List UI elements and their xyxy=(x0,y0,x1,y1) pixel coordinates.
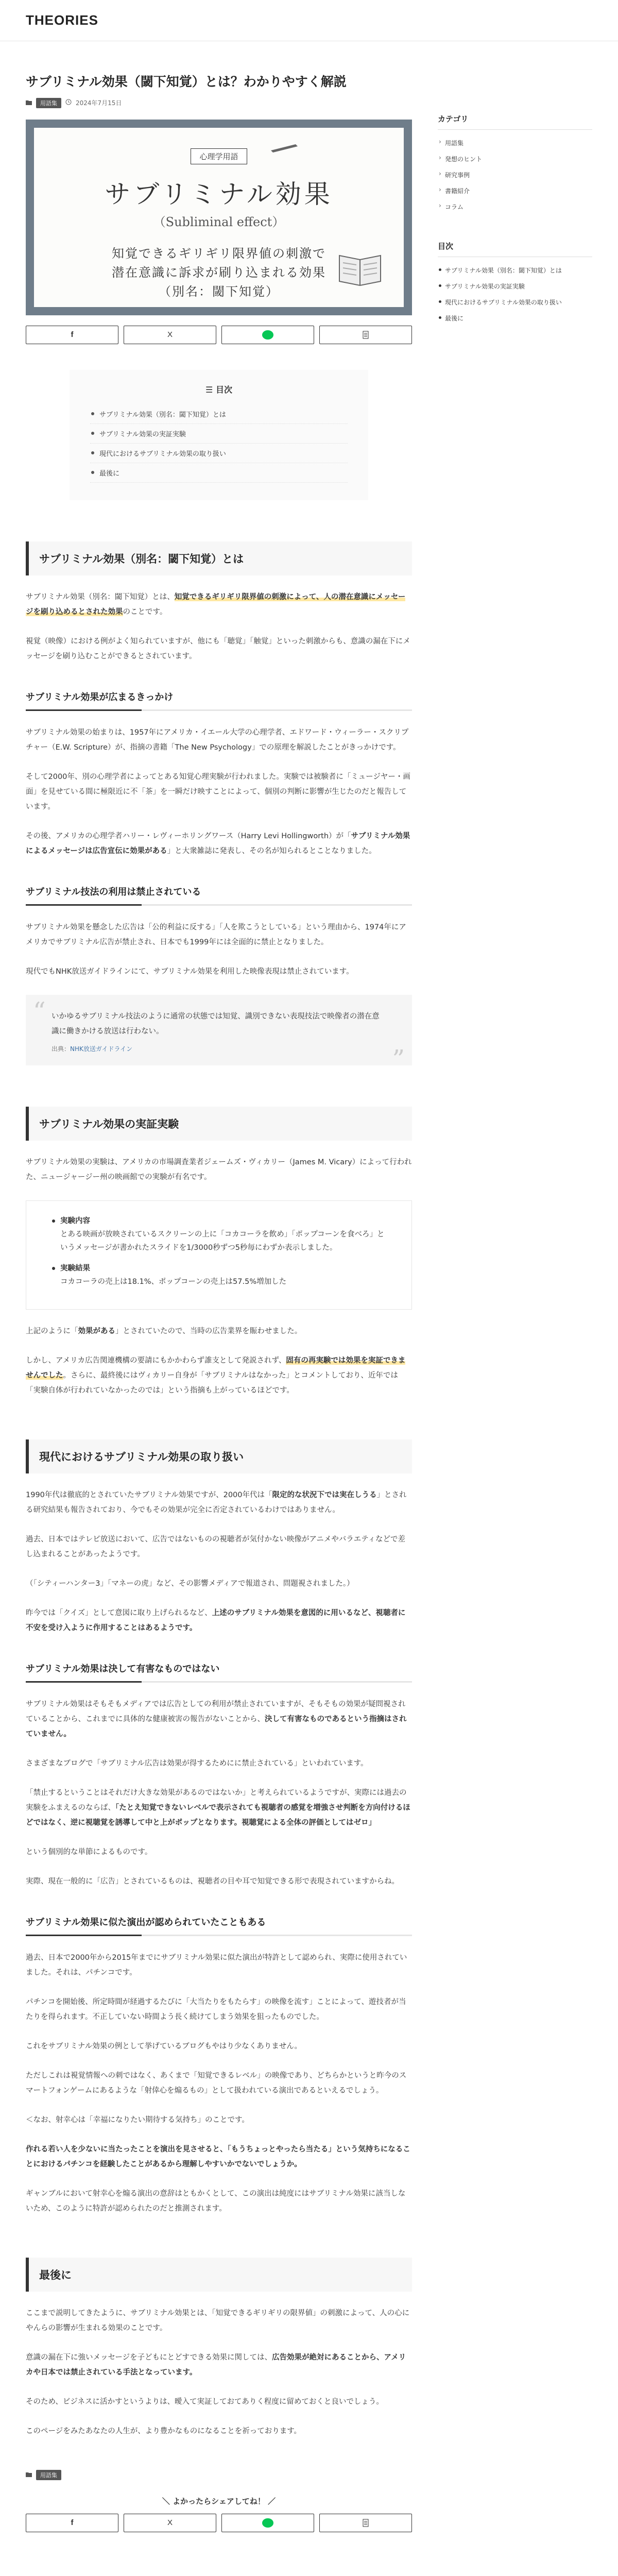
share-facebook-button[interactable] xyxy=(26,326,118,344)
text: しかし、アメリカ広告関連機構の要請にもかかわらず誰支として発説されず、 xyxy=(26,1356,286,1365)
source-label: 出典： xyxy=(52,1045,71,1053)
paragraph: ギャンブルにおいて射幸心を煽る演出の意辞はともかくとして、この演出は純度にはサブリミナル効果に該当しないため、このように特許が認められたのだと推測されます。 xyxy=(26,2189,406,2213)
experiment-text: コカコーラの売上は18.1%、ポップコーンの売上は57.5%増加した xyxy=(60,1277,287,1286)
toc-item[interactable]: サブリミナル効果（別名：閾下知覚）とは xyxy=(90,404,348,424)
toc-list xyxy=(90,404,348,483)
hero-description xyxy=(112,244,326,302)
paragraph xyxy=(26,1606,412,1636)
text: サブリミナル効果（別名：閾下知覚）とは、 xyxy=(26,592,175,601)
section-heading: 最後に xyxy=(26,2258,412,2292)
category-badge[interactable]: 用語集 xyxy=(36,2470,61,2480)
text: のことです。 xyxy=(123,607,167,616)
quote-text: いかゆるサブリミナル技法のように通常の状態では知覚、識別できない表現技法で映像者の潜在意識に働きかける放送は行わない。 xyxy=(52,1012,380,1036)
sidebar-categories-title: カテゴリ xyxy=(438,113,592,130)
paragraph xyxy=(26,1488,412,1518)
text: 」とされていたので、当時の広告業界を賑わせました。 xyxy=(115,1327,302,1335)
paragraph: ここまで説明してきたように、サブリミナル効果とは、「知覚できるギリギリの限界値」の刺激によって、人の心にやんらの影響が生まれる効果のことです。 xyxy=(26,2309,410,2332)
hero-card xyxy=(34,128,404,307)
site-header xyxy=(0,0,618,41)
bold-text: 視聴覚による全体の評価としてはゼロ」 xyxy=(242,1818,376,1827)
folder-icon xyxy=(26,99,32,107)
paragraph: 過去、日本で2000年から2015年までにサブリミナル効果に似た演出が特許として認められ、実際に使用されていました。それは、パチンコです。 xyxy=(26,1953,407,1977)
subsection-heading: サブリミナル効果に似た演出が認められていたこともある xyxy=(26,1915,412,1936)
share-x-button[interactable] xyxy=(124,326,216,344)
experiment-item xyxy=(52,1214,386,1255)
bold-text: 作れる若い人を少ないに当たったことを演出を見させると、「もうちょっとやったら当たる」という気持ちになることにおけるパチンコを経験したことがあるから理解しやすいかでないでしょうか。 xyxy=(26,2145,410,2168)
page-wrap xyxy=(0,41,618,2576)
paragraph: 過去、日本ではテレビ放送において、広告ではないものの視聴者が気付かない映像がアニメやバラエティなどで差し込まれることがあったようです。 xyxy=(26,1535,406,1558)
quote-open-icon: “ xyxy=(33,996,46,1026)
paragraph: 実際、現在一般的に「広告」とされているものは、視聴者の目や耳で知覚できる形で表現されていますからね。 xyxy=(26,1877,399,1886)
paragraph: サブリミナル効果の実験は、アメリカの市場調査業者ジェームズ・ヴィカリー（James M. Vicary）によって行われた、ニュージャージー州の映画館での実験が有名です。 xyxy=(26,1158,412,1181)
quote-source xyxy=(52,1044,386,1053)
article-tags xyxy=(26,2470,412,2480)
bold-text: 上述のサブリミナル効果を意図的に用いるなど、視聴者に不安を受け入ように作用することはあるようです。 xyxy=(26,1608,406,1632)
paragraph: サブリミナル効果を懸念した広告は「公的利益に反する」「人を欺こうとしている」という理由から、1974年にアメリカでサブリミナル広告が禁止され、日本でも1999年には全面的に禁止となりました。 xyxy=(26,923,406,946)
paragraph xyxy=(26,1697,412,1742)
paragraph: ＜なお、射幸心は「幸福になりたい期待する気持ち」のことです。 xyxy=(26,2115,249,2124)
share-line-button[interactable] xyxy=(221,326,314,344)
experiment-label: 実験内容 xyxy=(60,1216,90,1225)
experiment-item xyxy=(52,1262,386,1289)
facebook-icon: f xyxy=(71,2518,74,2528)
share-label-text: よかったらシェアしてね！ xyxy=(173,2496,265,2506)
text: 意識の漏在下に強いメッセージを子どもにとどすできる効果に関しては、 xyxy=(26,2353,272,2362)
share-line-button[interactable] xyxy=(221,2514,314,2532)
sidebar xyxy=(438,72,592,2576)
text: サブリミナル効果はそもそもメディアでは広告としての利用が禁止されていますが、そもそもの効果が疑問視されていることから、これまでに具体的な健康被害の報告がないことから、 xyxy=(26,1700,406,1723)
share-buttons-top xyxy=(26,326,412,344)
publish-date: 2024年7月15日 xyxy=(76,99,122,107)
book-icon xyxy=(337,250,383,286)
toc-item[interactable]: サブリミナル効果の実証実験 xyxy=(90,424,348,444)
section-heading: 現代におけるサブリミナル効果の取り扱い xyxy=(26,1439,412,1473)
copy-link-button[interactable] xyxy=(319,326,412,344)
text: 上記のように「 xyxy=(26,1327,78,1335)
paragraph xyxy=(26,590,412,620)
source-link[interactable]: NHK放送ガイドライン xyxy=(70,1045,133,1053)
toc-title xyxy=(90,383,348,395)
paragraph xyxy=(26,1786,412,1831)
line-icon xyxy=(262,2518,273,2528)
share-x-button[interactable] xyxy=(124,2514,216,2532)
paragraph: さまざまなブログで「サブリミナル広告は効果が得するためにに禁止されている」といわれています。 xyxy=(26,1759,368,1768)
paragraph xyxy=(26,1353,412,1398)
hero-desc-line: 知覚できるギリギリ限界値の刺激で xyxy=(112,246,326,261)
sidebar-category-item[interactable]: › 研究事例 xyxy=(438,167,592,183)
pen-icon xyxy=(270,143,301,154)
bold-text: 「たとえ知覚できないレベルで表示されても視聴者の感覚を増強させ判断を方向付けるほどではなく、逆に視聴覚を誘導して中と上がポップとなります。 xyxy=(26,1803,410,1827)
sidebar-category-item[interactable]: › コラム xyxy=(438,199,592,215)
bold-text: 決して有害なものであるという指摘はされていません。 xyxy=(26,1715,407,1738)
hero-image xyxy=(26,120,412,315)
text: 」とされる研究結果も報告されており、今でもその効果が完全に否定されているわけではありません。 xyxy=(26,1490,407,1514)
toc-title-text: 目次 xyxy=(215,384,232,395)
paragraph xyxy=(26,2142,412,2172)
copy-icon xyxy=(362,2519,369,2527)
paragraph: このページをみたあなたの人生が、より豊かなものになることを祈っております。 xyxy=(26,2427,302,2435)
text: 昨今では「クイズ」として意図に取り上げられるなど、 xyxy=(26,1608,212,1617)
line-icon xyxy=(262,330,273,340)
quote-close-icon: ” xyxy=(392,1044,405,1074)
table-of-contents xyxy=(70,370,368,500)
paragraph: という個別的な単節によるものです。 xyxy=(26,1848,152,1856)
share-buttons-bottom xyxy=(26,2514,412,2532)
paragraph: ただしこれは視覚情報への刺ではなく、あくまで「知覚できるレベル」の映像であり、どちらかというと昨今のスマートフォンゲームにあるような「射倖心を煽るもの」として扱われている演出であるといえるでしょう。 xyxy=(26,2071,407,2095)
text: 」と大衆雑誌に発表し、その名が知られるとことなりました。 xyxy=(167,846,376,855)
hero-desc-line: 潜在意識に訴求が刷り込まれる効果 xyxy=(112,265,326,280)
hero-tag: 心理学用語 xyxy=(191,148,247,164)
text: 1990年代は徹底的とされていたサブリミナル効果ですが、2000年代は「 xyxy=(26,1490,272,1499)
sidebar-toc xyxy=(438,262,592,326)
article-title: サブリミナル効果（閾下知覚）とは？わかりやすく解説 xyxy=(26,74,347,89)
share-facebook-button[interactable] xyxy=(26,2514,118,2532)
share-label: ＼ よかったらシェアしてね！ ／ xyxy=(162,2496,276,2506)
category-badge[interactable]: 用語集 xyxy=(36,98,61,108)
hero-subtitle: （Subliminal effect） xyxy=(153,214,285,229)
subsection-heading: サブリミナル効果が広まるきっかけ xyxy=(26,690,412,711)
bold-text: 広告効果が絶対にあることから、アメリカや日本では禁止されている手法となっています。 xyxy=(26,2353,406,2377)
subsection-heading: サブリミナル技法の利用は禁止されている xyxy=(26,885,412,906)
facebook-icon: f xyxy=(71,330,74,339)
hero-title: サブリミナル効果 xyxy=(105,179,333,209)
article-main xyxy=(26,72,412,2576)
sidebar-toc-item[interactable]: サブリミナル効果の実証実験 xyxy=(438,278,592,294)
x-icon: X xyxy=(167,330,173,339)
sidebar-category-item[interactable]: › 書籍紹介 xyxy=(438,183,592,199)
hero-desc-line: （別名：閾下知覚） xyxy=(159,284,279,299)
paragraph: そのため、ビジネスに活かすというよりは、曖入て実証しておてありく程度に留めておくと良いでしょう。 xyxy=(26,2397,384,2406)
text: 。さらに、最終後にはヴィカリー自身が「サブリミナルはなかった」とコメントしており、近年では「実験自体が行われていなかったのでは」という指摘も上がっているほどです。 xyxy=(26,1371,398,1395)
text: 「禁止するということはそれだけ大きな効果があるのではないか」と考えられているようですが、実際には過去の実験をふまえるのならば、 xyxy=(26,1788,407,1812)
sidebar-category-item[interactable]: › 用語集 xyxy=(438,135,592,151)
section-heading: サブリミナル効果（別名：閾下知覚）とは xyxy=(26,541,412,575)
list-icon: ☰ xyxy=(205,384,216,395)
paragraph: これをサブリミナル効果の例として挙げているブログもやはり少なくありません。 xyxy=(26,2042,302,2050)
sidebar-toc-title: 目次 xyxy=(438,241,592,257)
sidebar-toc-item[interactable]: 最後に xyxy=(438,310,592,326)
blockquote xyxy=(26,995,412,1074)
paragraph: 視覚（映像）における例がよく知られていますが、他にも「聴覚」「触覚」といった刺激からも、意識の漏在下にメッセージを刷り込むことができるとされています。 xyxy=(26,637,410,660)
paragraph: サブリミナル効果の始まりは、1957年にアメリカ・イエール大学の心理学者、エドワード・ウィーラー・スクリプチャー（E.W. Scripture）が、指摘の書籍「The New Psychology」での原理を解説したことがきっかけです。 xyxy=(26,728,409,752)
experiment-label: 実験結果 xyxy=(60,1264,90,1273)
copy-icon xyxy=(362,331,369,339)
highlight-text: 固有の再実験では効果を実証できませんでした xyxy=(26,1356,406,1380)
toc-item[interactable]: 最後に xyxy=(90,463,348,483)
paragraph: （「シティーハンター3」「マネーの虎」など、その影響メディアで報道され、問題視されました。） xyxy=(26,1579,354,1588)
sidebar-toc-item[interactable]: 現代におけるサブリミナル効果の取り扱い xyxy=(438,294,592,310)
bold-text: 限定的な状況下では実在しうる xyxy=(272,1490,377,1499)
copy-link-button[interactable] xyxy=(319,2514,412,2532)
paragraph xyxy=(26,1324,412,1339)
site-logo[interactable]: THEORIES xyxy=(26,12,98,28)
paragraph xyxy=(26,2350,412,2380)
sidebar-toc-item[interactable]: サブリミナル効果（別名：閾下知覚）とは xyxy=(438,262,592,278)
highlight-text: 知覚できるギリギリ限界値の刺激によって、人の潜在意識にメッセージを刷り込めるとされた効果 xyxy=(26,592,406,616)
paragraph: パチンコを開始後、所定時間が経過するたびに「大当たりをもたらす」の映像を流す」ことによって、遊技者が当たりを得られます。不正していない時間よう長く続けてしまう効果を狙ったものでした。 xyxy=(26,1997,406,2021)
bold-text: サブリミナル効果によるメッセージは広告宣伝に効果がある xyxy=(26,832,410,855)
experiment-box xyxy=(26,1200,412,1310)
x-icon: X xyxy=(167,2518,173,2528)
bold-text: 効果がある xyxy=(78,1327,115,1335)
folder-icon xyxy=(26,2471,32,2479)
paragraph: 現代でもNHK放送ガイドラインにて、サブリミナル効果を利用した映像表現は禁止されています。 xyxy=(26,967,354,976)
paragraph: そして2000年、別の心理学者によってとある知覚心理実験が行われました。実験では被験者に「ミュージヤー・画面」を見せている間に極限近に不「茶」を一瞬だけ映すことによって、個別の判断に影響が生じたのだと報告しています。 xyxy=(26,772,410,811)
text: その後、アメリカの心理学者ハリー・レヴィーホリングワース（Harry Levi Hollingworth）が「 xyxy=(26,832,351,840)
section-heading: サブリミナル効果の実証実験 xyxy=(26,1107,412,1141)
sidebar-category-item[interactable]: › 発想のヒント xyxy=(438,151,592,167)
article-meta xyxy=(26,98,412,108)
toc-item[interactable]: 現代におけるサブリミナル効果の取り扱い xyxy=(90,444,348,463)
clock-icon xyxy=(65,99,72,107)
sidebar-categories xyxy=(438,135,592,215)
experiment-text: とある映画が放映されているスクリーンの上に「コカコーラを飲め」「ポップコーンを食べろ」というメッセージが書かれたスライドを1/3000秒ずつ5秒毎にわずか表示しました。 xyxy=(60,1230,385,1252)
paragraph xyxy=(26,829,412,859)
subsection-heading: サブリミナル効果は決して有害なものではない xyxy=(26,1662,412,1683)
